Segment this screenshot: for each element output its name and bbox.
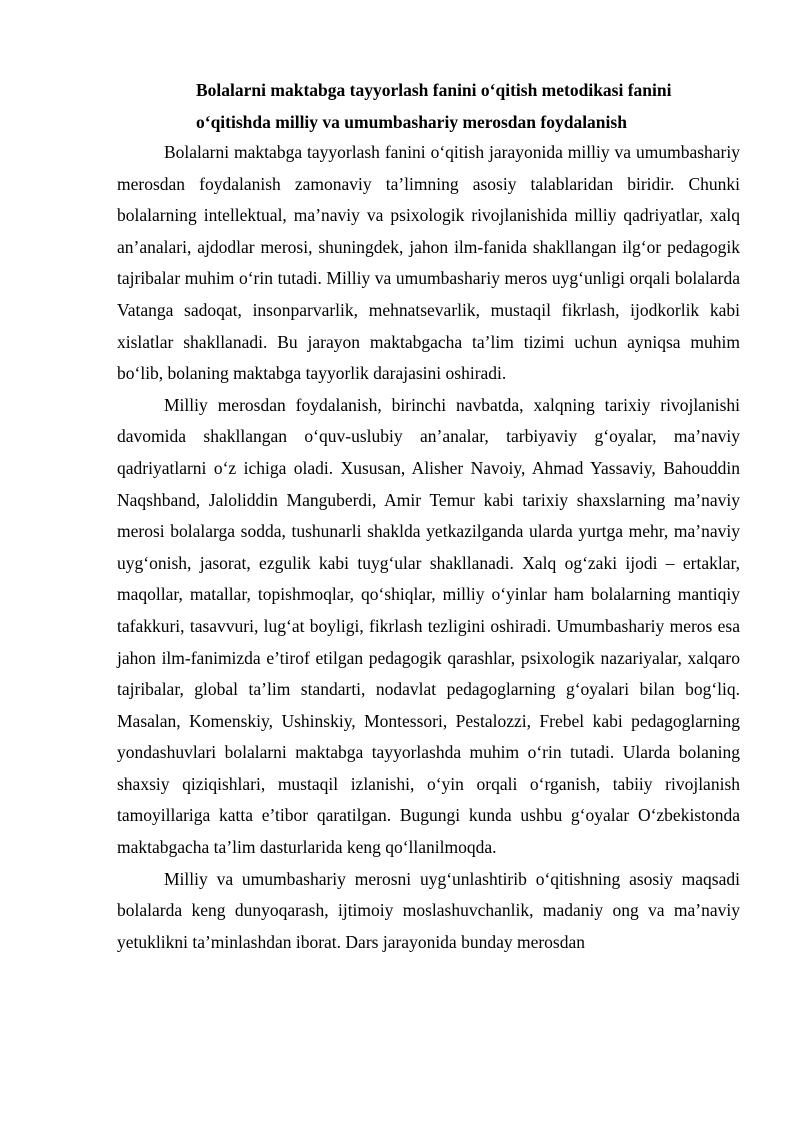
document-body [117, 137, 740, 958]
title-line-1: Bolalarni maktabga tayyorlash fanini o‘qitish metodikasi fanini [196, 80, 672, 100]
paragraph-2: Milliy merosdan foydalanish, birinchi navbatda, xalqning tarixiy rivojlanishi davomida shakllangan o‘quv-uslubiy an’analar, tarbiyaviy g‘oyalar, ma’naviy qadriyatlarni o‘z ichiga oladi. Xususan, Alisher Navoiy, Ahmad Yassaviy, Bahouddin Naqshband, Jaloliddin Manguberdi, Amir Temur kabi tarixiy shaxslarning ma’naviy merosi bolalarga sodda, tushunarli shaklda yetkazilganda ularda yurtga mehr, ma’naviy uyg‘onish, jasorat, ezgulik kabi tuyg‘ular shakllanadi. Xalq og‘zaki ijodi – ertaklar, maqollar, matallar, topishmoqlar, qo‘shiqlar, milliy o‘yinlar ham bolalarning mantiqiy tafakkuri, tasavvuri, lug‘at boyligi, fikrlash tezligini oshiradi. Umumbashariy meros esa jahon ilm-fanimizda e’tirof etilgan pedagogik qarashlar, psixologik nazariyalar, xalqaro tajribalar, global ta’lim standarti, nodavlat pedagoglarning g‘oyalari bilan bog‘liq. Masalan, Komenskiy, Ushinskiy, Montessori, Pestalozzi, Frebel kabi pedagoglarning yondashuvlari bolalarni maktabga tayyorlashda muhim o‘rin tutadi. Ularda bolaning shaxsiy qiziqishlari, mustaqil izlanishi, o‘yin orqali o‘rganish, tabiiy rivojlanish tamoyillariga katta e’tibor qaratilgan. Bugungi kunda ushbu g‘oyalar O‘zbekistonda maktabgacha ta’lim dasturlarida keng qo‘llanilmoqda. [117, 394, 740, 858]
document-title [196, 74, 756, 138]
paragraph-3: Milliy va umumbashariy merosni uyg‘unlashtirib o‘qitishning asosiy maqsadi bolalarda keng dunyoqarash, ijtimoiy moslashuvchanlik, madaniy ong va ma’naviy yetuklikni ta’minlashdan iborat. Dars jarayonida bunday merosdan [117, 868, 740, 952]
title-line-2: o‘qitishda milliy va umumbashariy merosdan foydalanish [196, 112, 627, 132]
paragraph-1: Bolalarni maktabga tayyorlash fanini o‘qitish jarayonida milliy va umumbashariy merosdan foydalanish zamonaviy ta’limning asosiy talablaridan biridir. Chunki bolalarning intellektual, ma’naviy va psixologik rivojlanishida milliy qadriyatlar, xalq an’analari, ajdodlar merosi, shuningdek, jahon ilm-fanida shakllangan ilg‘or pedagogik tajribalar muhim o‘rin tutadi. Milliy va umumbashariy meros uyg‘unligi orqali bolalarda Vatanga sadoqat, insonparvarlik, mehnatsevarlik, mustaqil fikrlash, ijodkorlik kabi xislatlar shakllanadi. Bu jarayon maktabgacha ta’lim tizimi uchun ayniqsa muhim bo‘lib, bolaning maktabga tayyorlik darajasini oshiradi. [117, 142, 740, 384]
